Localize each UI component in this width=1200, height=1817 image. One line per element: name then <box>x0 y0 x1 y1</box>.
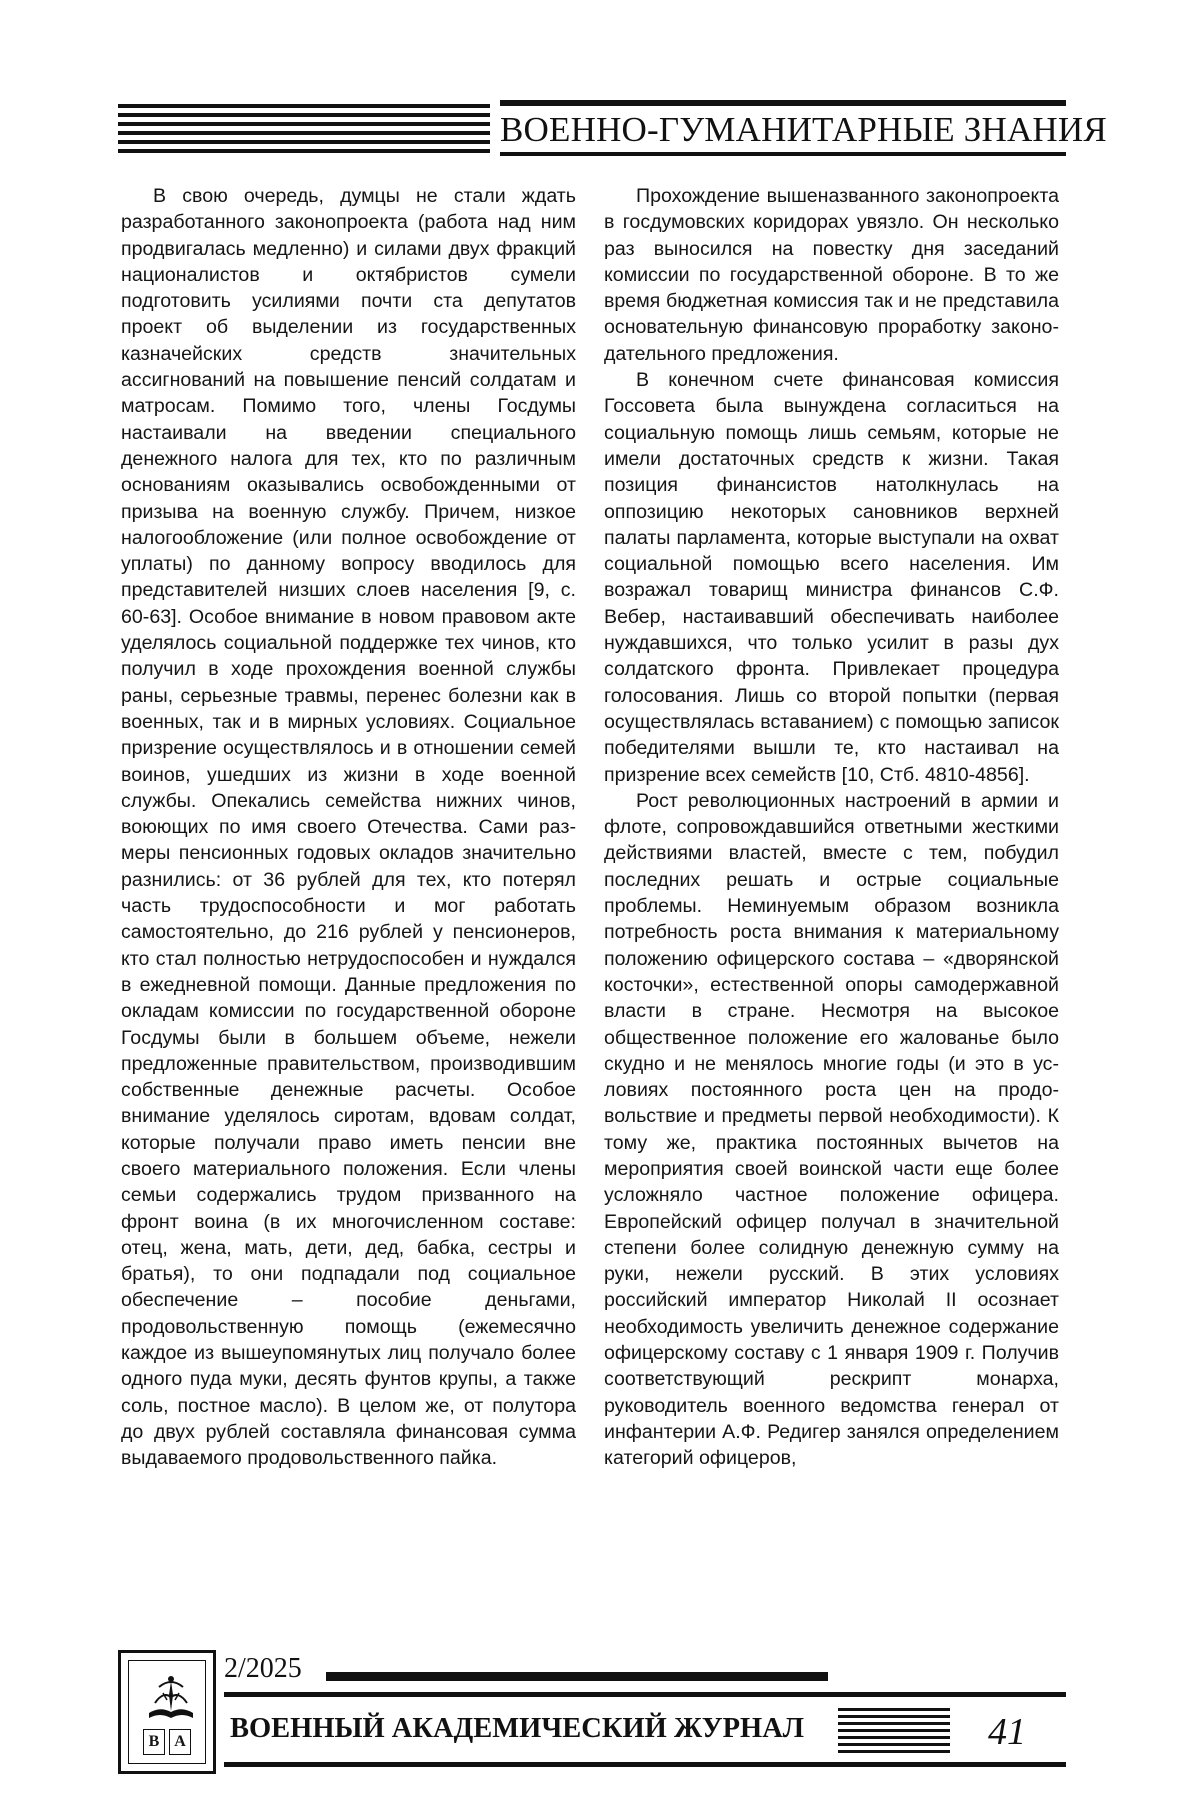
journal-logo <box>118 1650 216 1774</box>
book-emblem-icon <box>143 1673 199 1723</box>
paragraph: В свою очередь, думцы не стали ждать разработанного законопроекта (работа над ним продвигалась медленно) и силами двух фракций националистов и октябристов сумели подготовить усилиями почти ста депутатов проект об выделении из государственных казначейских средств значительных ассигнований на повышение пенсий солдатам и матросам. Помимо того, члены Госдумы настаивали на введении специального денежного налога для тех, кто по различным основаниям оказывались освобожденными от призыва на военную службу. Причем, низкое налогообложение (или полное освобождение от уплаты) по данному вопросу вводилось для представителей низших слоев населения [9, с. 60-63]. Особое внимание в новом правовом акте уделялось социальной поддержке тех чинов, кто получил в ходе прохождения военной службы раны, серьезные травмы, перенес болезни как в военных, так и в мирных условиях. Социальное призрение осуществлялось и в отношении семей воинов, ушедших из жизни в ходе военной службы. Опекались семейства нижних чинов, воюющих по имя своего Отечества. Сами размеры пенсионных годовых окладов значительно разнились: от 36 рублей для тех, кто потерял часть трудоспособности и мог работать самостоятельно, до 216 рублей у пенсионеров, кто стал полностью нетрудоспособен и нуждался в ежедневной помощи. Данные предложения по окладам комиссии по государственной обороне Госдумы были в большем объеме, нежели предложенные правительством, производившим собственные денежные расчеты. Особое внимание уделялось сиротам, вдовам солдат, которые получали право иметь пенсии вне своего материального положения. Если члены семьи содержались трудом призванного на фронт воина (в их многочисленном составе: отец, жена, мать, дети, дед, бабка, сестры и братья), то они подпадали под социальное обеспечение – пособие деньгами, продовольственную помощь (ежемесячно каждое из вышеупомянутых лиц получало более одного пуда муки, десять фунтов крупы, а также соль, постное масло). В целом же, от полутора до двух рублей составляла финансовая сумма выдаваемого продовольственного пайка. <box>121 185 576 1470</box>
page-number: 41 <box>988 1711 1026 1753</box>
issue-rule <box>326 1672 828 1681</box>
article-right-column <box>604 183 1059 1623</box>
header-rule-bottom <box>500 152 1066 156</box>
logo-letter-a: А <box>169 1729 191 1755</box>
journal-logo-frame <box>128 1660 206 1764</box>
logo-letters <box>129 1729 205 1755</box>
paragraph: Прохождение вышеназванного законопроекта в госдумовских коридорах увязло. Он несколько раз выносился на повестку дня заседаний комиссии по государственной обороне. В то же время бюджетная комиссия так и не представила основательную финансовую проработку законодательного предложения. <box>604 185 1059 365</box>
page-footer <box>118 1650 1066 1774</box>
paragraph: В конечном счете финансовая комиссия Госсовета была вынуждена согласиться на социальную помощь лишь семьям, которые не имели достаточных средств к жизни. Такая позиция финансистов натолкнулась на оппозицию некоторых сановников верхней палаты парламента, которые выступали на охват социальной помощью всего населения. Им возражал товарищ министра финансов С.Ф. Вебер, настаивавший обеспечивать наиболее нуждавшихся, что только усилит в разы дух солдатского фронта. Привлекает процедура голосования. Лишь со второй попытки (первая осуществлялась вставанием) с помощью записок победителями вышли те, кто настаивал на призрение всех семейств [10, Стб. 4810-4856]. <box>604 369 1059 786</box>
paragraph: Рост революционных настроений в армии и флоте, сопровождавшийся ответными жесткими действиями властей, вместе с тем, побудил последних решать и острые социальные проблемы. Неминуемым образом возникла потребность роста внимания к материальному положению офицерского состава – «дворянской косточки», естественной опоры самодержавной власти в стране. Несмотря на высокое общественное положение его жалованье было скудно и не менялось многие годы (и это в условиях постоянного роста цен на продовольствие и предметы первой необходимости). К тому же, практика постоянных вычетов на мероприятия своей воинской части еще более усложняло частное положение офицера. Европейский офицер получал в значительной степени более солидную денежную сумму на руки, нежели русский. В этих условиях российский император Николай II осознает необходимость увеличить денежное содержание офицерскому составу с 1 января 1909 г. Получив соответствующий рескрипт монарха, руководитель военного ведомства генерал от инфантерии А.Ф. Редигер занялся определением категорий офицеров, <box>604 789 1059 1470</box>
section-title: ВОЕННО-ГУМАНИТАРНЫЕ ЗНАНИЯ <box>500 110 1107 149</box>
footer-rule-bottom <box>224 1762 1066 1767</box>
footer-decorative-lines <box>838 1708 950 1753</box>
page-header <box>118 100 1107 158</box>
journal-title: ВОЕННЫЙ АКАДЕМИЧЕСКИЙ ЖУРНАЛ <box>230 1713 805 1744</box>
article-left-column <box>121 183 576 1623</box>
page-number-box <box>958 1702 1066 1762</box>
header-decorative-lines <box>118 104 490 156</box>
journal-rule-top <box>224 1692 1066 1697</box>
logo-letter-v: В <box>143 1729 165 1755</box>
header-rule-top <box>500 100 1066 106</box>
issue-number: 2/2025 <box>224 1653 302 1684</box>
